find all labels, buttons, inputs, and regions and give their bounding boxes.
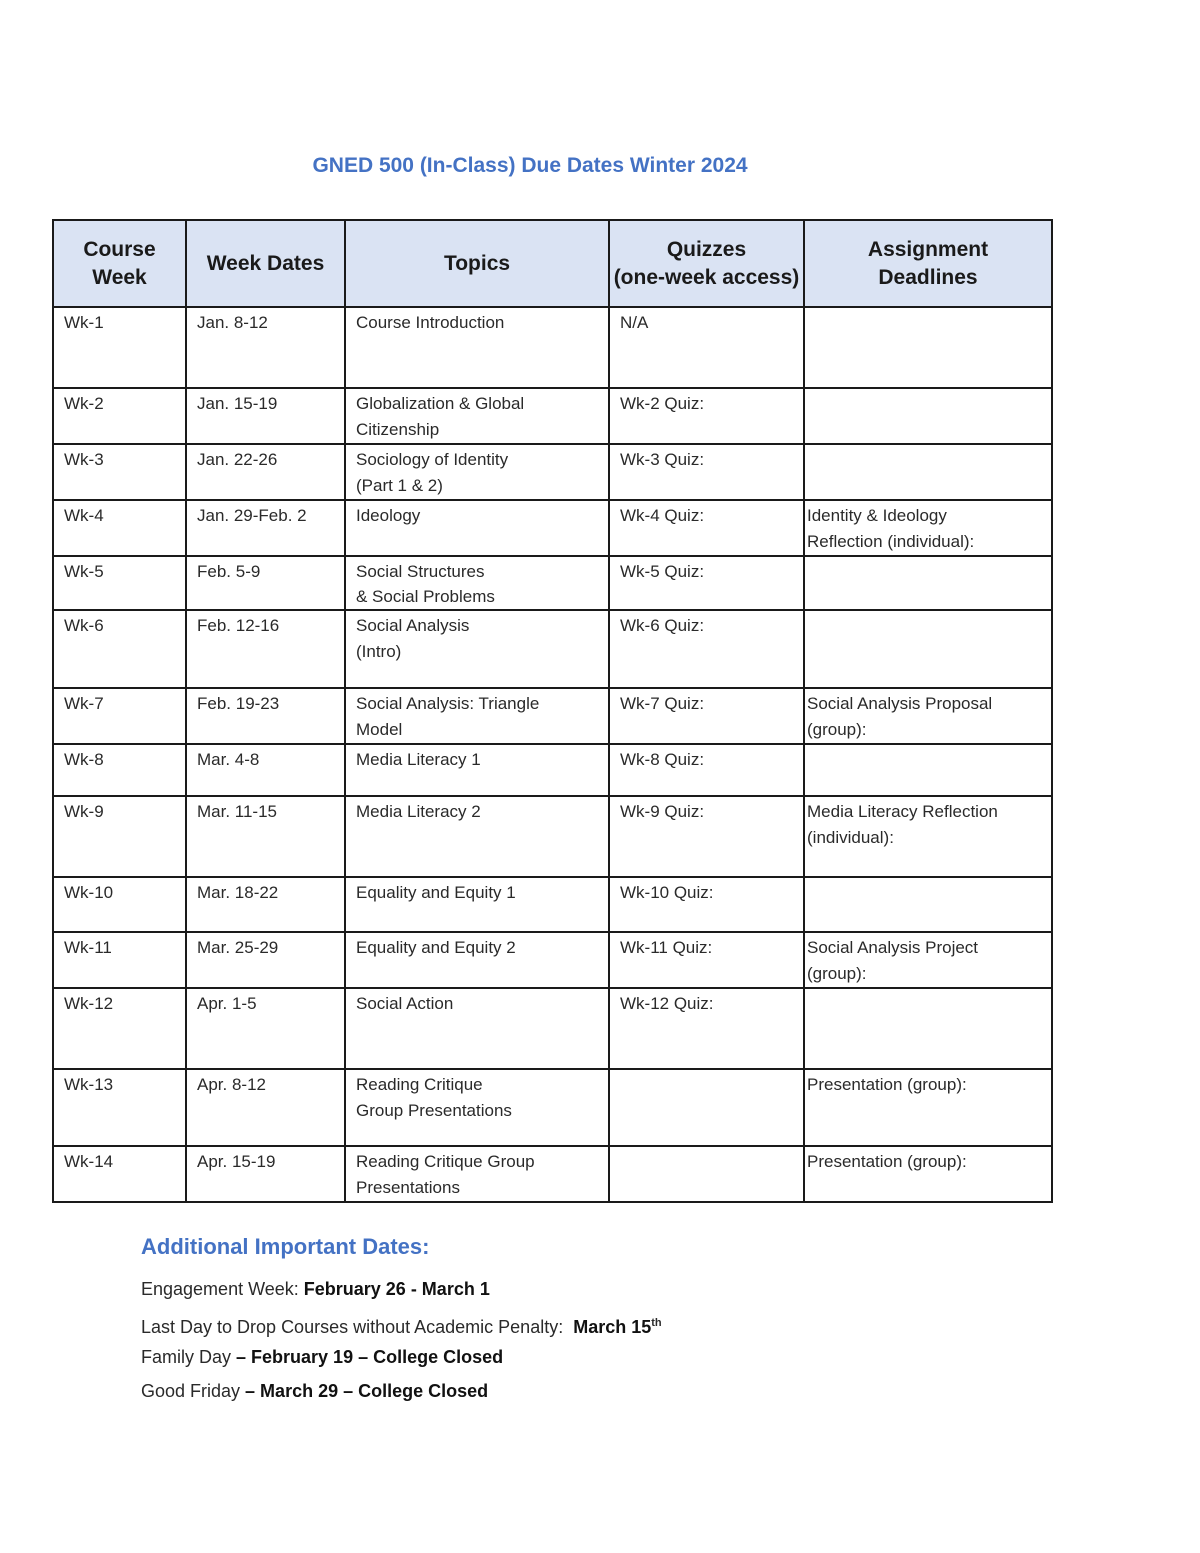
- deadline-cell: [804, 610, 1052, 688]
- topic-cell: Social Analysis: Triangle Model: [345, 688, 609, 744]
- header-topics: Topics: [345, 220, 609, 307]
- topic-cell: Globalization & Global Citizenship: [345, 388, 609, 444]
- dates-cell: Mar. 18-22: [186, 877, 345, 932]
- table-row: [53, 307, 1052, 388]
- drop-deadline-line: [141, 1306, 1041, 1340]
- quiz-cell: Wk-6 Quiz:: [609, 610, 804, 688]
- week-cell: Wk-4: [53, 500, 186, 556]
- topic-cell: Sociology of Identity (Part 1 & 2): [345, 444, 609, 500]
- engagement-week-value: February 26 - March 1: [303, 1279, 490, 1299]
- topic-cell: Social Structures & Social Problems: [345, 556, 609, 610]
- quiz-cell: [609, 1146, 804, 1202]
- header-assignment-deadlines: Assignment Deadlines: [804, 220, 1052, 307]
- table-row: [53, 388, 1052, 444]
- topic-cell: Reading Critique Group Presentations: [345, 1146, 609, 1202]
- table-row: [53, 610, 1052, 688]
- deadline-cell: Social Analysis Proposal (group):: [804, 688, 1052, 744]
- dates-cell: Jan. 22-26: [186, 444, 345, 500]
- topic-cell: Social Analysis (Intro): [345, 610, 609, 688]
- week-cell: Wk-14: [53, 1146, 186, 1202]
- deadline-cell: [804, 744, 1052, 796]
- quiz-cell: Wk-7 Quiz:: [609, 688, 804, 744]
- week-cell: Wk-6: [53, 610, 186, 688]
- deadline-cell: [804, 877, 1052, 932]
- week-cell: Wk-12: [53, 988, 186, 1069]
- dates-cell: Mar. 4-8: [186, 744, 345, 796]
- table-row: [53, 444, 1052, 500]
- drop-deadline-label: Last Day to Drop Courses without Academic Penalty:: [141, 1317, 574, 1337]
- good-friday-label: Good Friday: [141, 1381, 246, 1401]
- table-header-row: [53, 220, 1052, 307]
- topic-cell: Social Action: [345, 988, 609, 1069]
- table-row: [53, 500, 1052, 556]
- quiz-cell: [609, 1069, 804, 1146]
- good-friday-line: [141, 1374, 1041, 1408]
- table-row: [53, 556, 1052, 610]
- family-day-line: [141, 1340, 1041, 1374]
- topic-cell: Equality and Equity 2: [345, 932, 609, 988]
- table-row: [53, 1146, 1052, 1202]
- header-week-dates: Week Dates: [186, 220, 345, 307]
- deadline-cell: [804, 444, 1052, 500]
- quiz-cell: Wk-9 Quiz:: [609, 796, 804, 877]
- quiz-cell: Wk-4 Quiz:: [609, 500, 804, 556]
- dates-cell: Apr. 15-19: [186, 1146, 345, 1202]
- week-cell: Wk-5: [53, 556, 186, 610]
- deadline-cell: [804, 988, 1052, 1069]
- deadline-cell: Social Analysis Project (group):: [804, 932, 1052, 988]
- due-dates-table: [52, 219, 1053, 1203]
- week-cell: Wk-9: [53, 796, 186, 877]
- family-day-value: – February 19 – College Closed: [236, 1347, 504, 1367]
- week-cell: Wk-1: [53, 307, 186, 388]
- table-row: [53, 688, 1052, 744]
- deadline-cell: Identity & Ideology Reflection (individual):: [804, 500, 1052, 556]
- week-cell: Wk-3: [53, 444, 186, 500]
- dates-cell: Mar. 25-29: [186, 932, 345, 988]
- additional-dates-title: Additional Important Dates:: [141, 1234, 430, 1259]
- deadline-cell: [804, 388, 1052, 444]
- deadline-cell: Media Literacy Reflection (individual):: [804, 796, 1052, 877]
- quiz-cell: N/A: [609, 307, 804, 388]
- engagement-week-line: [141, 1272, 1041, 1306]
- dates-cell: Feb. 19-23: [186, 688, 345, 744]
- table-row: [53, 1069, 1052, 1146]
- dates-cell: Feb. 12-16: [186, 610, 345, 688]
- deadline-cell: [804, 556, 1052, 610]
- deadline-cell: Presentation (group):: [804, 1146, 1052, 1202]
- table-row: [53, 796, 1052, 877]
- document-title: GNED 500 (In-Class) Due Dates Winter 2024: [312, 154, 748, 177]
- dates-cell: Apr. 8-12: [186, 1069, 345, 1146]
- topic-cell: Media Literacy 2: [345, 796, 609, 877]
- header-course-week: Course Week: [53, 220, 186, 307]
- dates-cell: Mar. 11-15: [186, 796, 345, 877]
- dates-cell: Jan. 15-19: [186, 388, 345, 444]
- deadline-cell: [804, 307, 1052, 388]
- header-quizzes: Quizzes (one-week access): [609, 220, 804, 307]
- family-day-label: Family Day: [141, 1347, 237, 1367]
- topic-cell: Course Introduction: [345, 307, 609, 388]
- table-row: [53, 932, 1052, 988]
- week-cell: Wk-8: [53, 744, 186, 796]
- good-friday-value: – March 29 – College Closed: [245, 1381, 489, 1401]
- quiz-cell: Wk-5 Quiz:: [609, 556, 804, 610]
- table-row: [53, 877, 1052, 932]
- week-cell: Wk-13: [53, 1069, 186, 1146]
- deadline-cell: Presentation (group):: [804, 1069, 1052, 1146]
- dates-cell: Apr. 1-5: [186, 988, 345, 1069]
- quiz-cell: Wk-10 Quiz:: [609, 877, 804, 932]
- additional-dates-section: [141, 1234, 1041, 1408]
- dates-cell: Jan. 29-Feb. 2: [186, 500, 345, 556]
- topic-cell: Equality and Equity 1: [345, 877, 609, 932]
- drop-deadline-suffix: th: [651, 1317, 662, 1329]
- engagement-week-label: Engagement Week:: [141, 1279, 304, 1299]
- topic-cell: Reading Critique Group Presentations: [345, 1069, 609, 1146]
- table-row: [53, 988, 1052, 1069]
- quiz-cell: Wk-8 Quiz:: [609, 744, 804, 796]
- week-cell: Wk-10: [53, 877, 186, 932]
- topic-cell: Media Literacy 1: [345, 744, 609, 796]
- quiz-cell: Wk-2 Quiz:: [609, 388, 804, 444]
- quiz-cell: Wk-3 Quiz:: [609, 444, 804, 500]
- dates-cell: Jan. 8-12: [186, 307, 345, 388]
- quiz-cell: Wk-12 Quiz:: [609, 988, 804, 1069]
- week-cell: Wk-2: [53, 388, 186, 444]
- quiz-cell: Wk-11 Quiz:: [609, 932, 804, 988]
- table-row: [53, 744, 1052, 796]
- dates-cell: Feb. 5-9: [186, 556, 345, 610]
- topic-cell: Ideology: [345, 500, 609, 556]
- week-cell: Wk-11: [53, 932, 186, 988]
- drop-deadline-value: March 15: [573, 1317, 652, 1337]
- week-cell: Wk-7: [53, 688, 186, 744]
